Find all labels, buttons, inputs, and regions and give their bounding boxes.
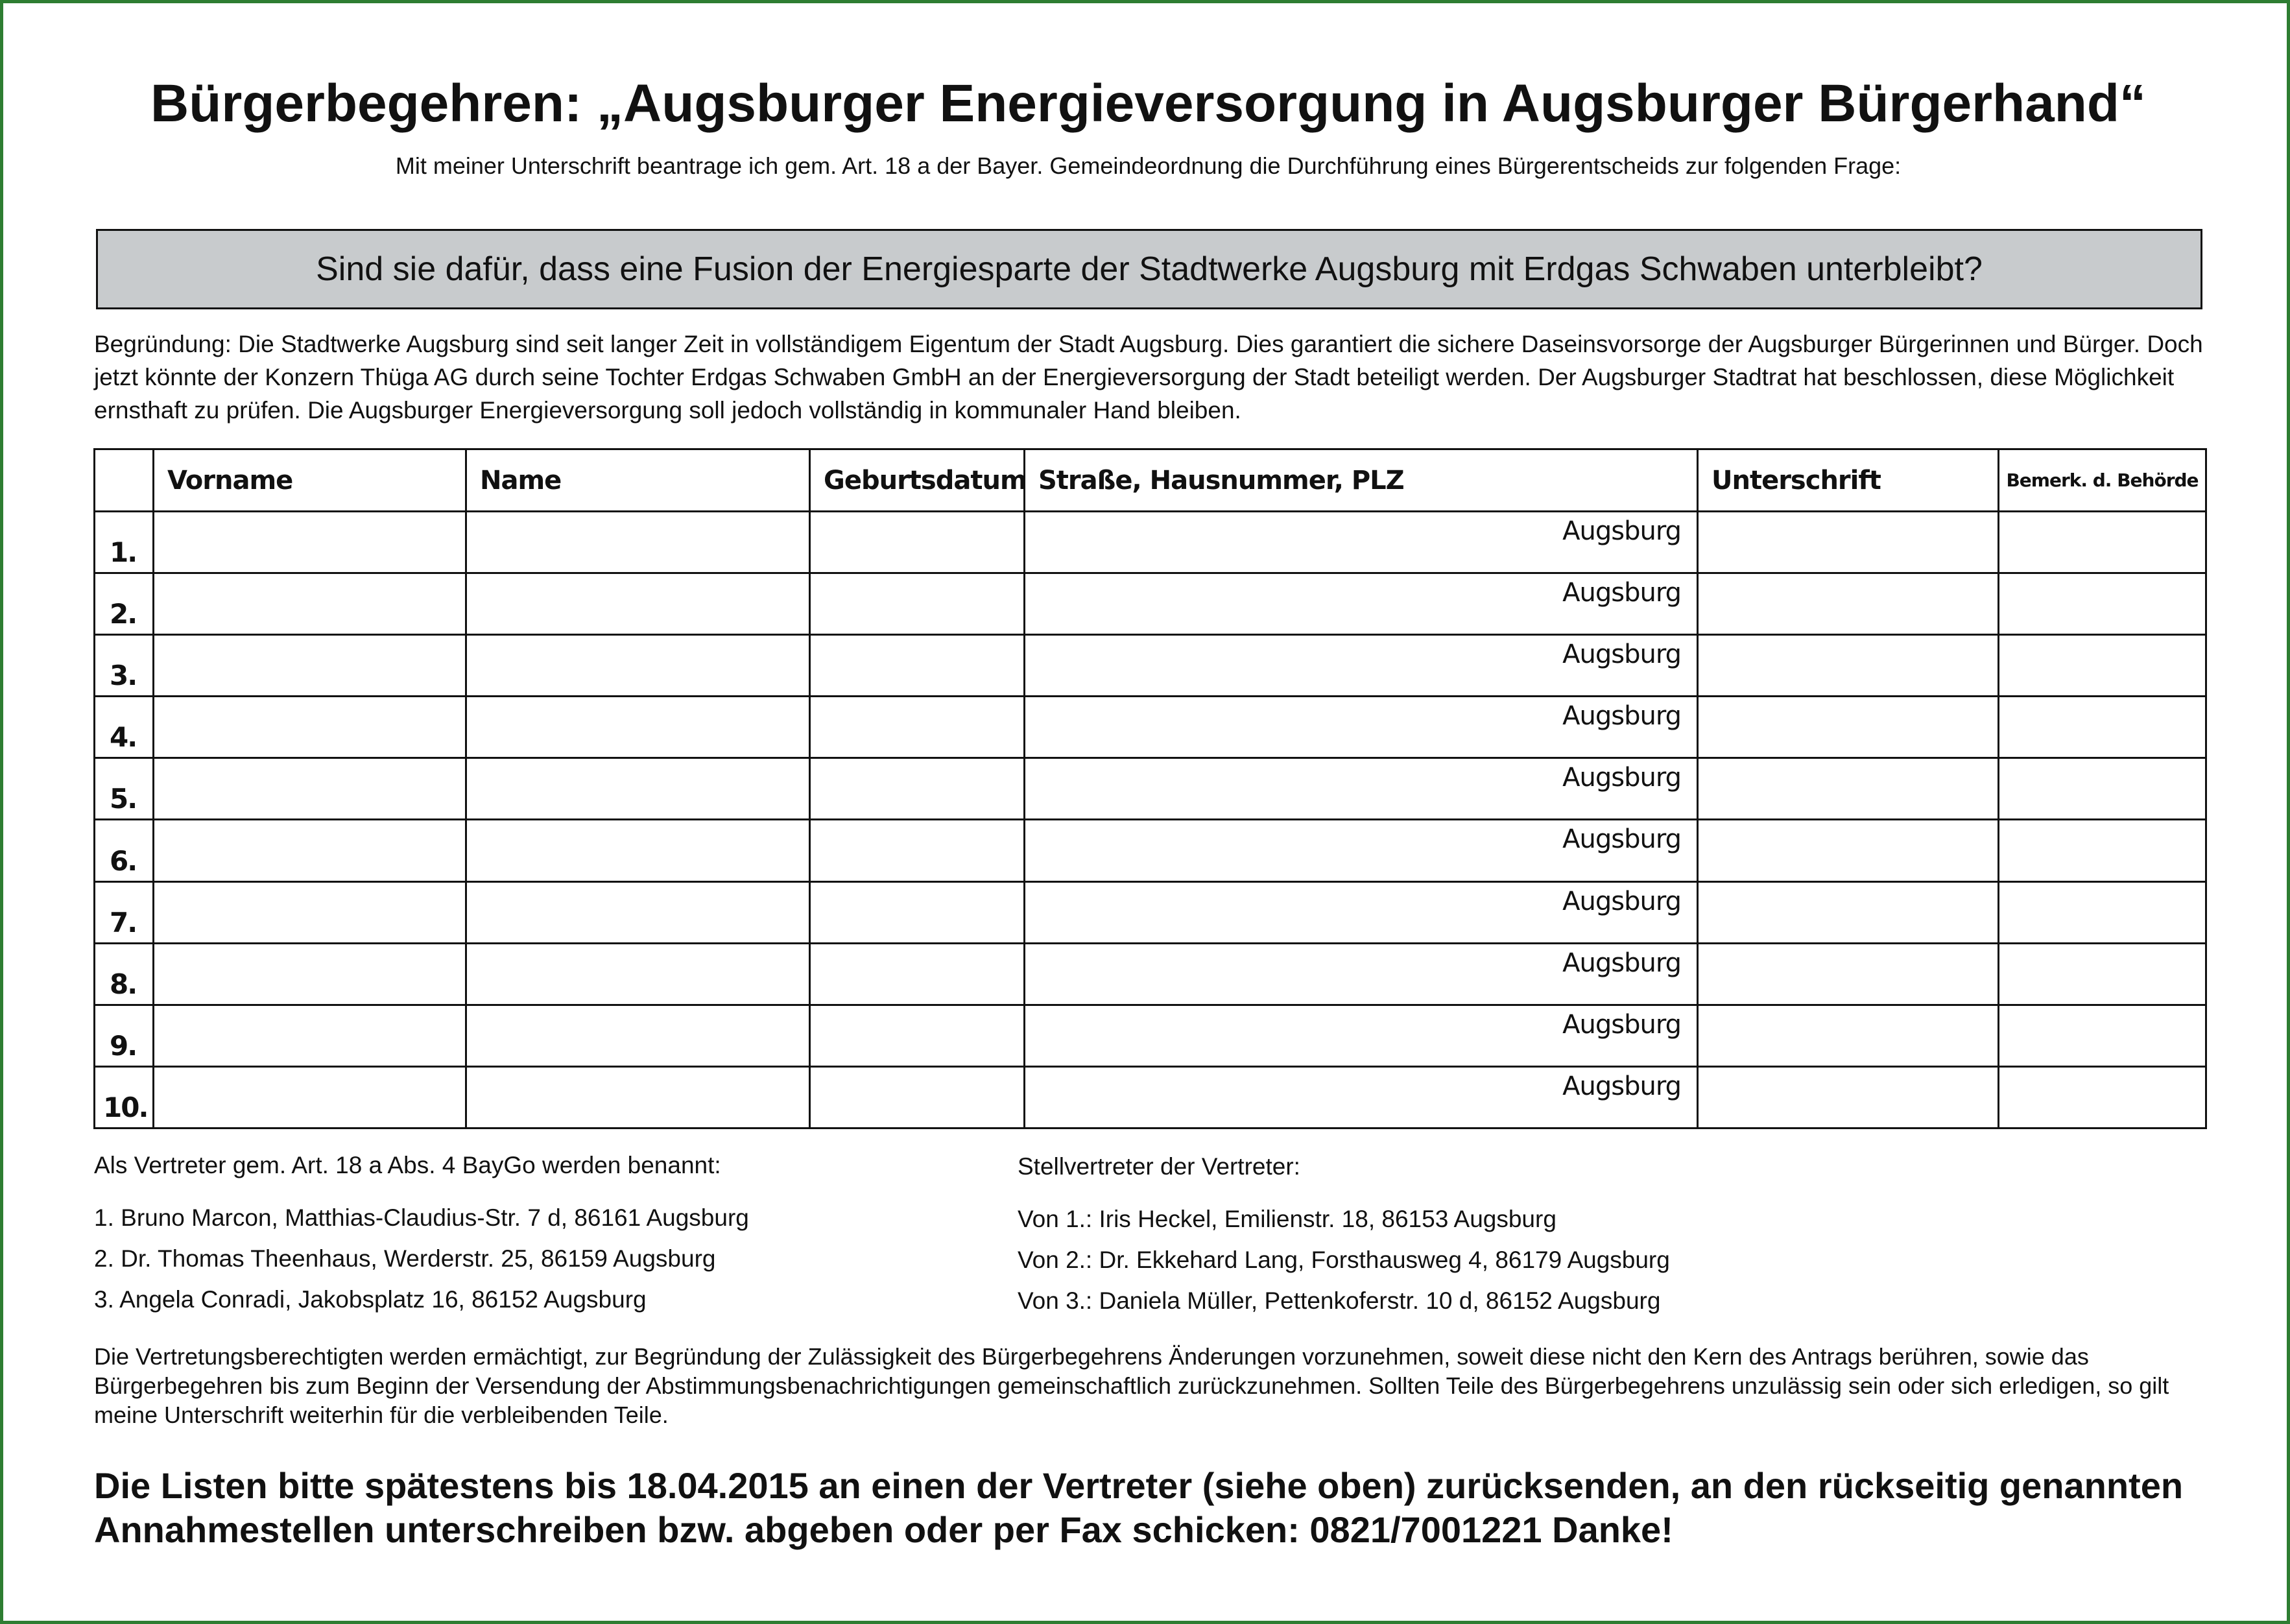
table-row: [95, 697, 2206, 758]
birthdate-cell[interactable]: [810, 1066, 1025, 1128]
authority-remarks-cell: [1999, 697, 2206, 758]
last-name-cell[interactable]: [466, 635, 810, 697]
address-cell[interactable]: Augsburg: [1025, 758, 1698, 820]
row-number: 9.: [95, 1005, 154, 1066]
table-row: [95, 881, 2206, 943]
header-authority-remarks: Bemerk. d. Behörde: [1999, 449, 2206, 512]
header-first-name: Vorname: [154, 449, 466, 512]
authority-remarks-cell: [1999, 881, 2206, 943]
address-cell[interactable]: Augsburg: [1025, 512, 1698, 573]
table-row: [95, 635, 2206, 697]
deputies-heading: Stellvertreter der Vertreter:: [1018, 1153, 1300, 1180]
table-header-row: [95, 449, 2206, 512]
deputies-block: [1018, 1146, 1670, 1321]
first-name-cell[interactable]: [154, 820, 466, 881]
authority-remarks-cell: [1999, 758, 2206, 820]
last-name-cell[interactable]: [466, 1005, 810, 1066]
row-number: 5.: [95, 758, 154, 820]
table-row: [95, 820, 2206, 881]
first-name-cell[interactable]: [154, 1005, 466, 1066]
header-birthdate: Geburtsdatum: [810, 449, 1025, 512]
signature-cell[interactable]: [1698, 512, 1999, 573]
first-name-cell[interactable]: [154, 1066, 466, 1128]
closing-instructions: Die Listen bitte spätestens bis 18.04.2015 an einen der Vertreter (siehe oben) zurücksenden, an den rückseitig genannten Annahmestellen unterschreiben bzw. abgeben oder per Fax schicken: 0821/7001221 Danke!: [94, 1465, 2184, 1550]
signature-cell[interactable]: [1698, 881, 1999, 943]
birthdate-cell[interactable]: [810, 943, 1025, 1005]
table-row: [95, 758, 2206, 820]
address-cell[interactable]: Augsburg: [1025, 697, 1698, 758]
address-cell[interactable]: Augsburg: [1025, 1066, 1698, 1128]
question-box: [96, 229, 2202, 309]
first-name-cell[interactable]: [154, 881, 466, 943]
row-number: 10.: [95, 1066, 154, 1128]
header-signature: Unterschrift: [1698, 449, 1999, 512]
row-number: 4.: [95, 697, 154, 758]
birthdate-cell[interactable]: [810, 758, 1025, 820]
last-name-cell[interactable]: [466, 512, 810, 573]
row-number: 1.: [95, 512, 154, 573]
row-number: 3.: [95, 635, 154, 697]
address-cell[interactable]: Augsburg: [1025, 635, 1698, 697]
signature-cell[interactable]: [1698, 820, 1999, 881]
authorization-paragraph: Die Vertretungsberechtigten werden ermächtigt, zur Begründung der Zulässigkeit des Bürgerbegehrens Änderungen vorzunehmen, soweit diese nicht den Kern des Antrags berühren, sowie das Bürgerbegehren bis zum Beginn der Versendung der Abstimmungsbenachrichtigungen gemeinschaftlich zurückzunehmen. Sollten Teile des Bürgerbegehrens unzulässig sein oder sich erledigen, so gilt meine Unterschrift weiterhin für die verbleibenden Teile.: [94, 1343, 2169, 1428]
signature-cell[interactable]: [1698, 573, 1999, 635]
representative-item: 3. Angela Conradi, Jakobsplatz 16, 86152 Augsburg: [94, 1286, 647, 1313]
page-title: Bürgerbegehren: „Augsburger Energieversorgung in Augsburger Bürgerhand“: [150, 74, 2146, 133]
address-cell[interactable]: Augsburg: [1025, 943, 1698, 1005]
table-row: [95, 943, 2206, 1005]
question-text: Sind sie dafür, dass eine Fusion der Energiesparte der Stadtwerke Augsburg mit Erdgas Schwaben unterbleibt?: [316, 250, 1983, 288]
authority-remarks-cell: [1999, 1066, 2206, 1128]
signature-cell[interactable]: [1698, 635, 1999, 697]
first-name-cell[interactable]: [154, 635, 466, 697]
signature-table: [93, 448, 2207, 1129]
birthdate-cell[interactable]: [810, 1005, 1025, 1066]
header-number: [95, 449, 154, 512]
table-row: [95, 512, 2206, 573]
authority-remarks-cell: [1999, 943, 2206, 1005]
address-cell[interactable]: Augsburg: [1025, 1005, 1698, 1066]
signature-cell[interactable]: [1698, 697, 1999, 758]
signature-cell[interactable]: [1698, 1005, 1999, 1066]
first-name-cell[interactable]: [154, 512, 466, 573]
signature-cell[interactable]: [1698, 943, 1999, 1005]
first-name-cell[interactable]: [154, 573, 466, 635]
address-cell[interactable]: Augsburg: [1025, 820, 1698, 881]
birthdate-cell[interactable]: [810, 512, 1025, 573]
authority-remarks-cell: [1999, 573, 2206, 635]
representatives-heading: Als Vertreter gem. Art. 18 a Abs. 4 BayGo werden benannt:: [94, 1152, 721, 1178]
table-row: [95, 573, 2206, 635]
first-name-cell[interactable]: [154, 758, 466, 820]
address-cell[interactable]: Augsburg: [1025, 881, 1698, 943]
last-name-cell[interactable]: [466, 758, 810, 820]
authority-remarks-cell: [1999, 820, 2206, 881]
last-name-cell[interactable]: [466, 820, 810, 881]
table-row: [95, 1005, 2206, 1066]
birthdate-cell[interactable]: [810, 635, 1025, 697]
authority-remarks-cell: [1999, 635, 2206, 697]
last-name-cell[interactable]: [466, 697, 810, 758]
deputy-item: Von 2.: Dr. Ekkehard Lang, Forsthausweg 4, 86179 Augsburg: [1018, 1247, 1670, 1273]
first-name-cell[interactable]: [154, 697, 466, 758]
birthdate-cell[interactable]: [810, 820, 1025, 881]
first-name-cell[interactable]: [154, 943, 466, 1005]
last-name-cell[interactable]: [466, 573, 810, 635]
representatives-block: [94, 1145, 749, 1320]
last-name-cell[interactable]: [466, 1066, 810, 1128]
address-cell[interactable]: Augsburg: [1025, 573, 1698, 635]
authority-remarks-cell: [1999, 1005, 2206, 1066]
row-number: 8.: [95, 943, 154, 1005]
birthdate-cell[interactable]: [810, 573, 1025, 635]
deputy-item: Von 3.: Daniela Müller, Pettenkoferstr. 10 d, 86152 Augsburg: [1018, 1287, 1661, 1314]
row-number: 6.: [95, 820, 154, 881]
row-number: 7.: [95, 881, 154, 943]
deputy-item: Von 1.: Iris Heckel, Emilienstr. 18, 86153 Augsburg: [1018, 1206, 1556, 1232]
signature-cell[interactable]: [1698, 758, 1999, 820]
row-number: 2.: [95, 573, 154, 635]
representative-item: 2. Dr. Thomas Theenhaus, Werderstr. 25, 86159 Augsburg: [94, 1245, 716, 1272]
last-name-cell[interactable]: [466, 881, 810, 943]
representative-item: 1. Bruno Marcon, Matthias-Claudius-Str. 7 d, 86161 Augsburg: [94, 1204, 749, 1231]
birthdate-cell[interactable]: [810, 881, 1025, 943]
table-row: [95, 1066, 2206, 1128]
authority-remarks-cell: [1999, 512, 2206, 573]
last-name-cell[interactable]: [466, 943, 810, 1005]
birthdate-cell[interactable]: [810, 697, 1025, 758]
header-address: Straße, Hausnummer, PLZ: [1025, 449, 1698, 512]
signature-cell[interactable]: [1698, 1066, 1999, 1128]
reason-paragraph: Begründung: Die Stadtwerke Augsburg sind seit langer Zeit in vollständigem Eigentum der Stadt Augsburg. Dies garantiert die sichere Daseinsvorsorge der Augsburger Bürgerinnen und Bürger. Doch jetzt könnte der Konzern Thüga AG durch seine Tochter Erdgas Schwaben GmbH an der Energieversorgung der Stadt beteiligt werden. Der Augsburger Stadtrat hat beschlossen, diese Möglichkeit ernsthaft zu prüfen. Die Augsburger Energieversorgung soll jedoch vollständig in kommunaler Hand bleiben.: [94, 331, 2203, 424]
header-last-name: Name: [466, 449, 810, 512]
page-subtitle: Mit meiner Unterschrift beantrage ich gem. Art. 18 a der Bayer. Gemeindeordnung die Durchführung eines Bürgerentscheids zur folgenden Frage:: [395, 152, 1902, 179]
